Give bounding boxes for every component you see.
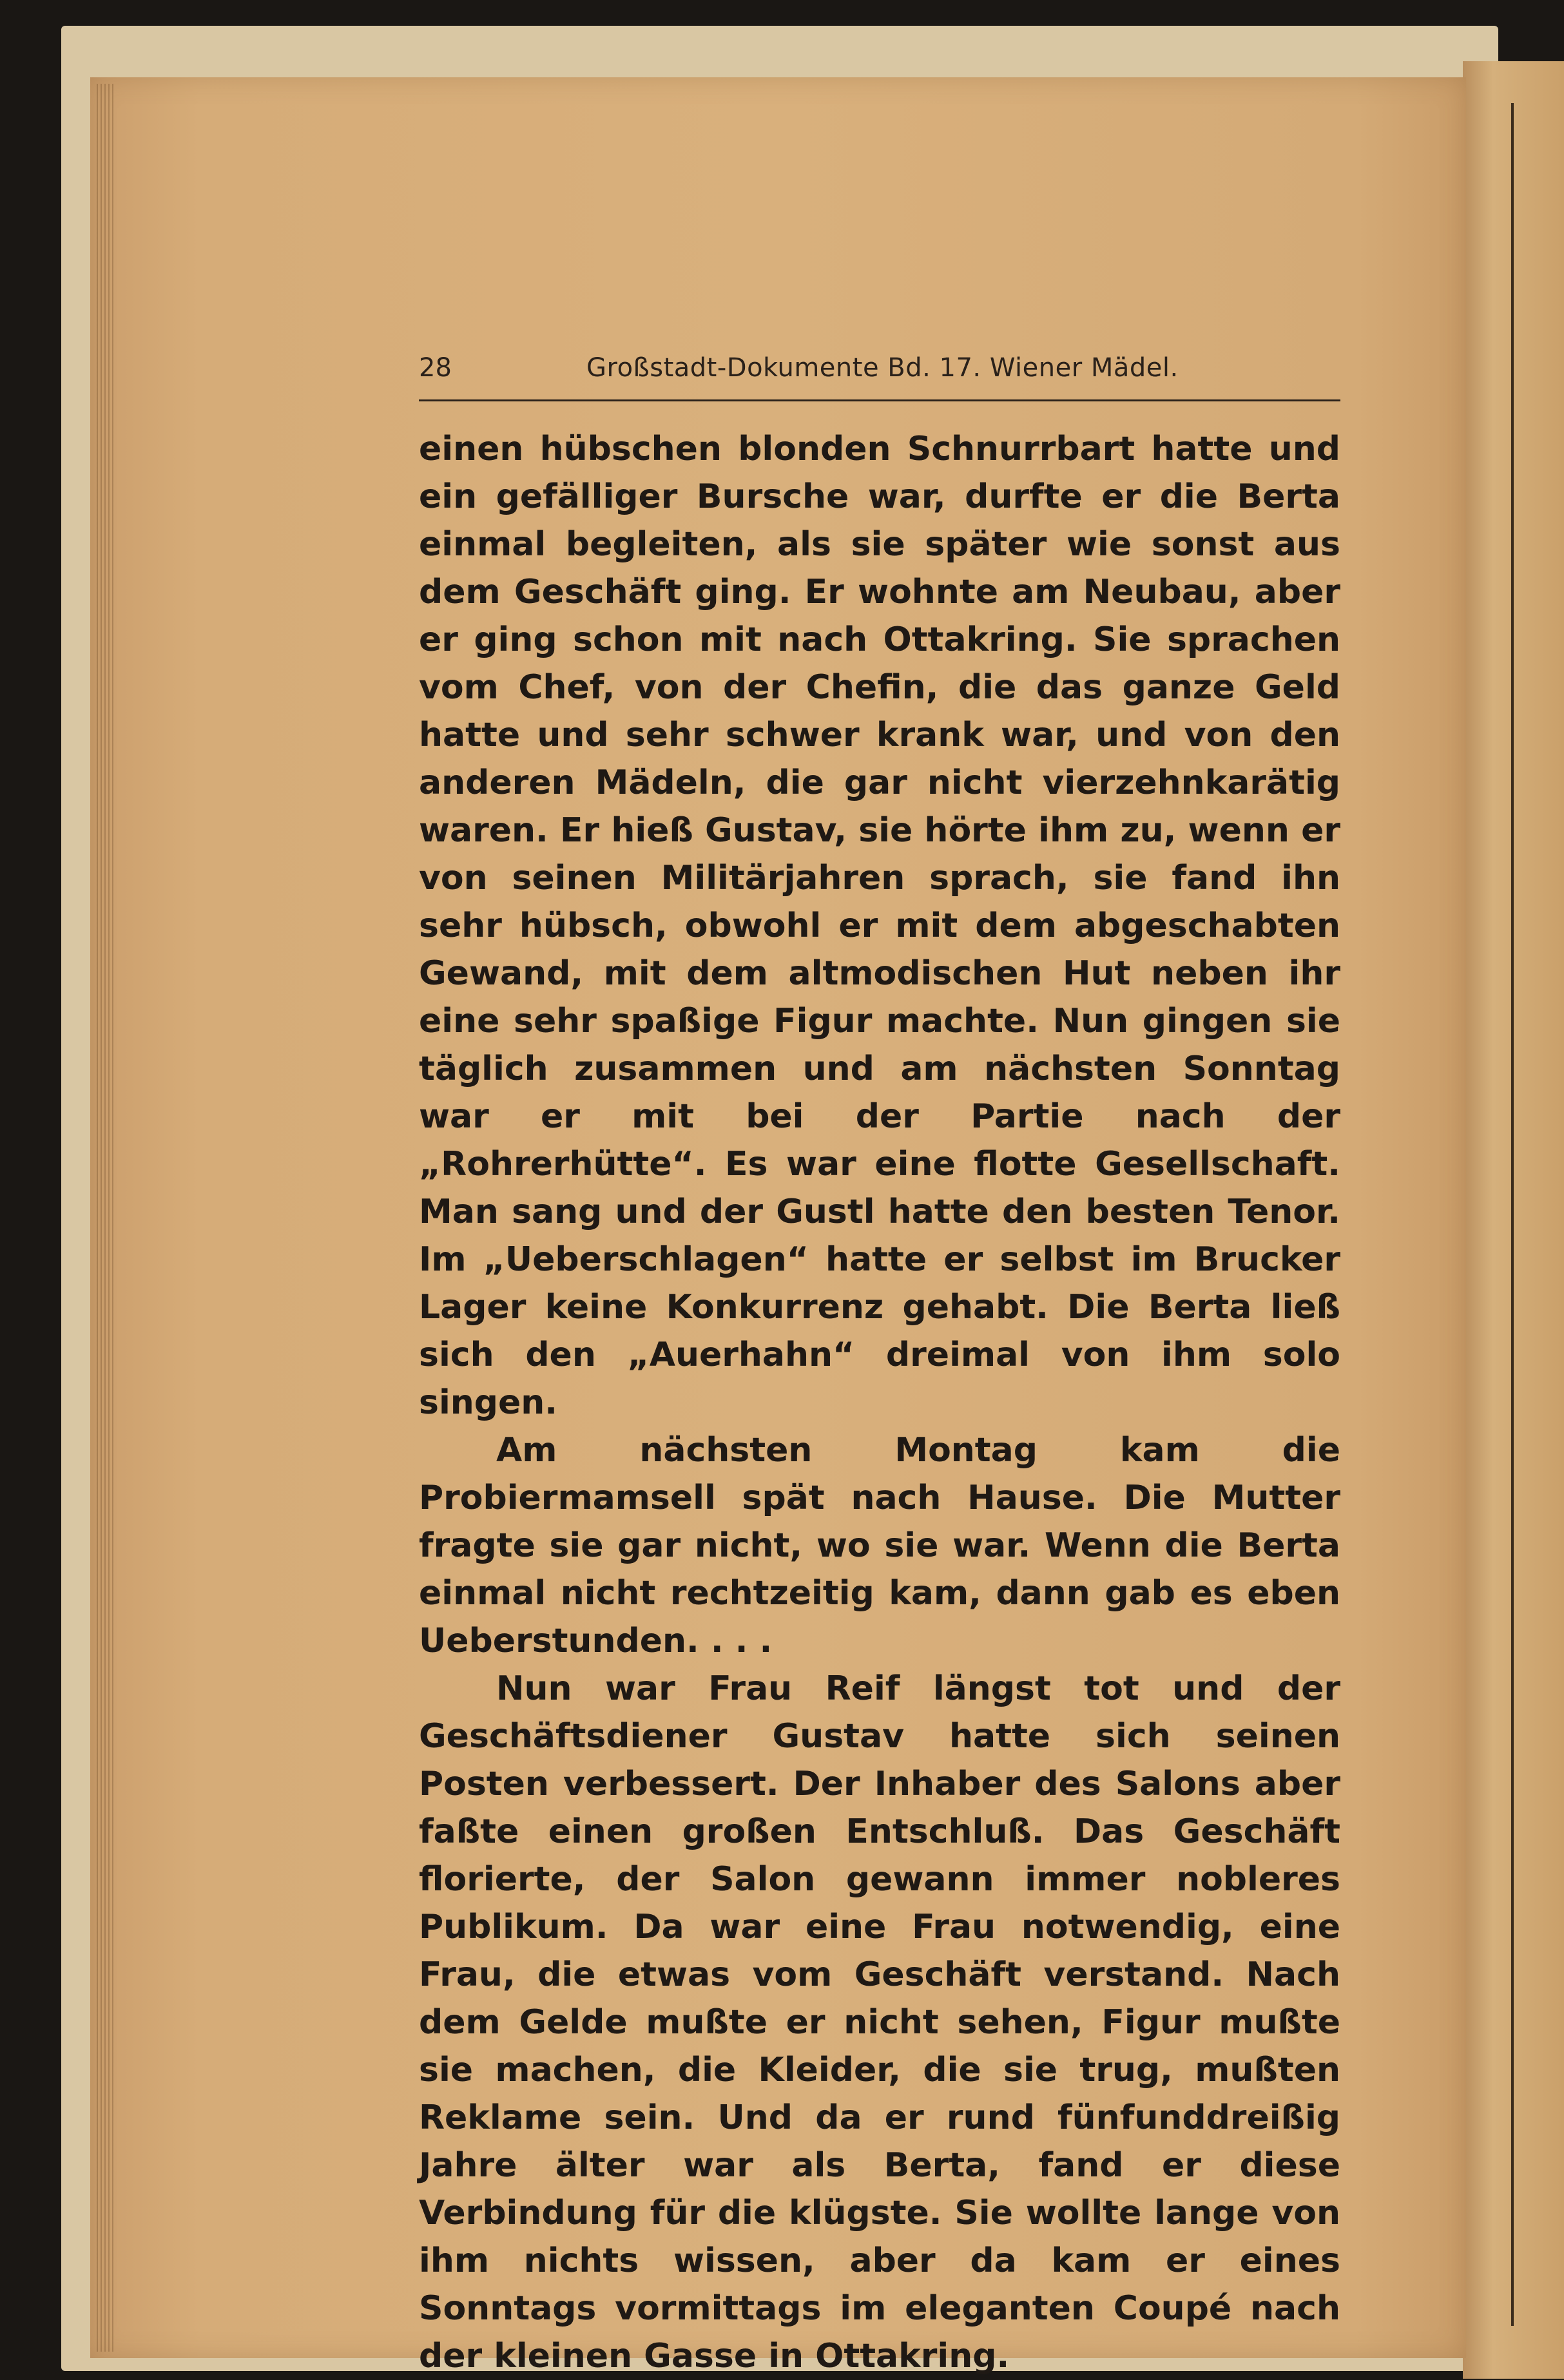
header-rule [419,399,1340,401]
running-title: Großstadt-Dokumente Bd. 17. Wiener Mädel. [586,353,1179,383]
paragraph: einen hübschen blonden Schnurrbart hatte und ein gefälliger Bursche war, durfte er die Berta einmal begleiten, als sie später wie sonst aus dem Geschäft ging. Er wohnte am Neubau, aber er ging schon mit nach Ottakring. Sie sprachen vom Chef, von der Chefin, die das ganze Geld hatte und sehr schwer krank war, und von den anderen Mädeln, die gar nicht vierzehnkarätig waren. Er hieß Gustav, sie hörte ihm zu, wenn er von seinen Militärjahren sprach, sie fand ihn sehr hübsch, obwohl er mit dem abgeschabten Gewand, mit dem altmodischen Hut neben ihr eine sehr spaßige Figur machte. Nun gingen sie täglich zusammen und am nächsten Sonntag war er mit bei der Partie nach der „Rohrerhütte“. Es war eine flotte Gesellschaft. Man sang und der Gustl hatte den besten Tenor. Im „Ueberschlagen“ hatte er selbst im Brucker Lager keine Konkurrenz gehabt. Die Berta ließ sich den „Auerhahn“ dreimal von ihm solo singen. [419,430,1340,1422]
running-head [419,353,1340,405]
adjacent-page-rule [1511,103,1514,2326]
page-body [419,425,1340,2380]
paragraph: Am nächsten Montag kam die Probiermamsell spät nach Hause. Die Mutter fragte sie gar nicht, wo sie war. Wenn die Berta einmal nicht rechtzeitig kam, dann gab es eben Ueberstunden. . . . [419,1431,1340,1660]
page-number: 28 [419,353,452,383]
paragraph: Nun war Frau Reif längst tot und der Geschäftsdiener Gustav hatte sich seinen Posten verbessert. Der Inhaber des Salons aber faßte einen großen Entschluß. Das Geschäft florierte, der Salon gewann immer nobleres Publikum. Da war eine Frau notwendig, eine Frau, die etwas vom Geschäft verstand. Nach dem Gelde mußte er nicht sehen, Figur mußte sie machen, die Kleider, die sie trug, mußten Reklame sein. Und da er rund fünfunddreißig Jahre älter war als Berta, fand er diese Verbindung für die klügste. Sie wollte lange von ihm nichts wissen, aber da kam er eines Sonntags vormittags im eleganten Coupé nach der kleinen Gasse in Ottakring. [419,1669,1340,2375]
page-gutter [97,84,116,2352]
